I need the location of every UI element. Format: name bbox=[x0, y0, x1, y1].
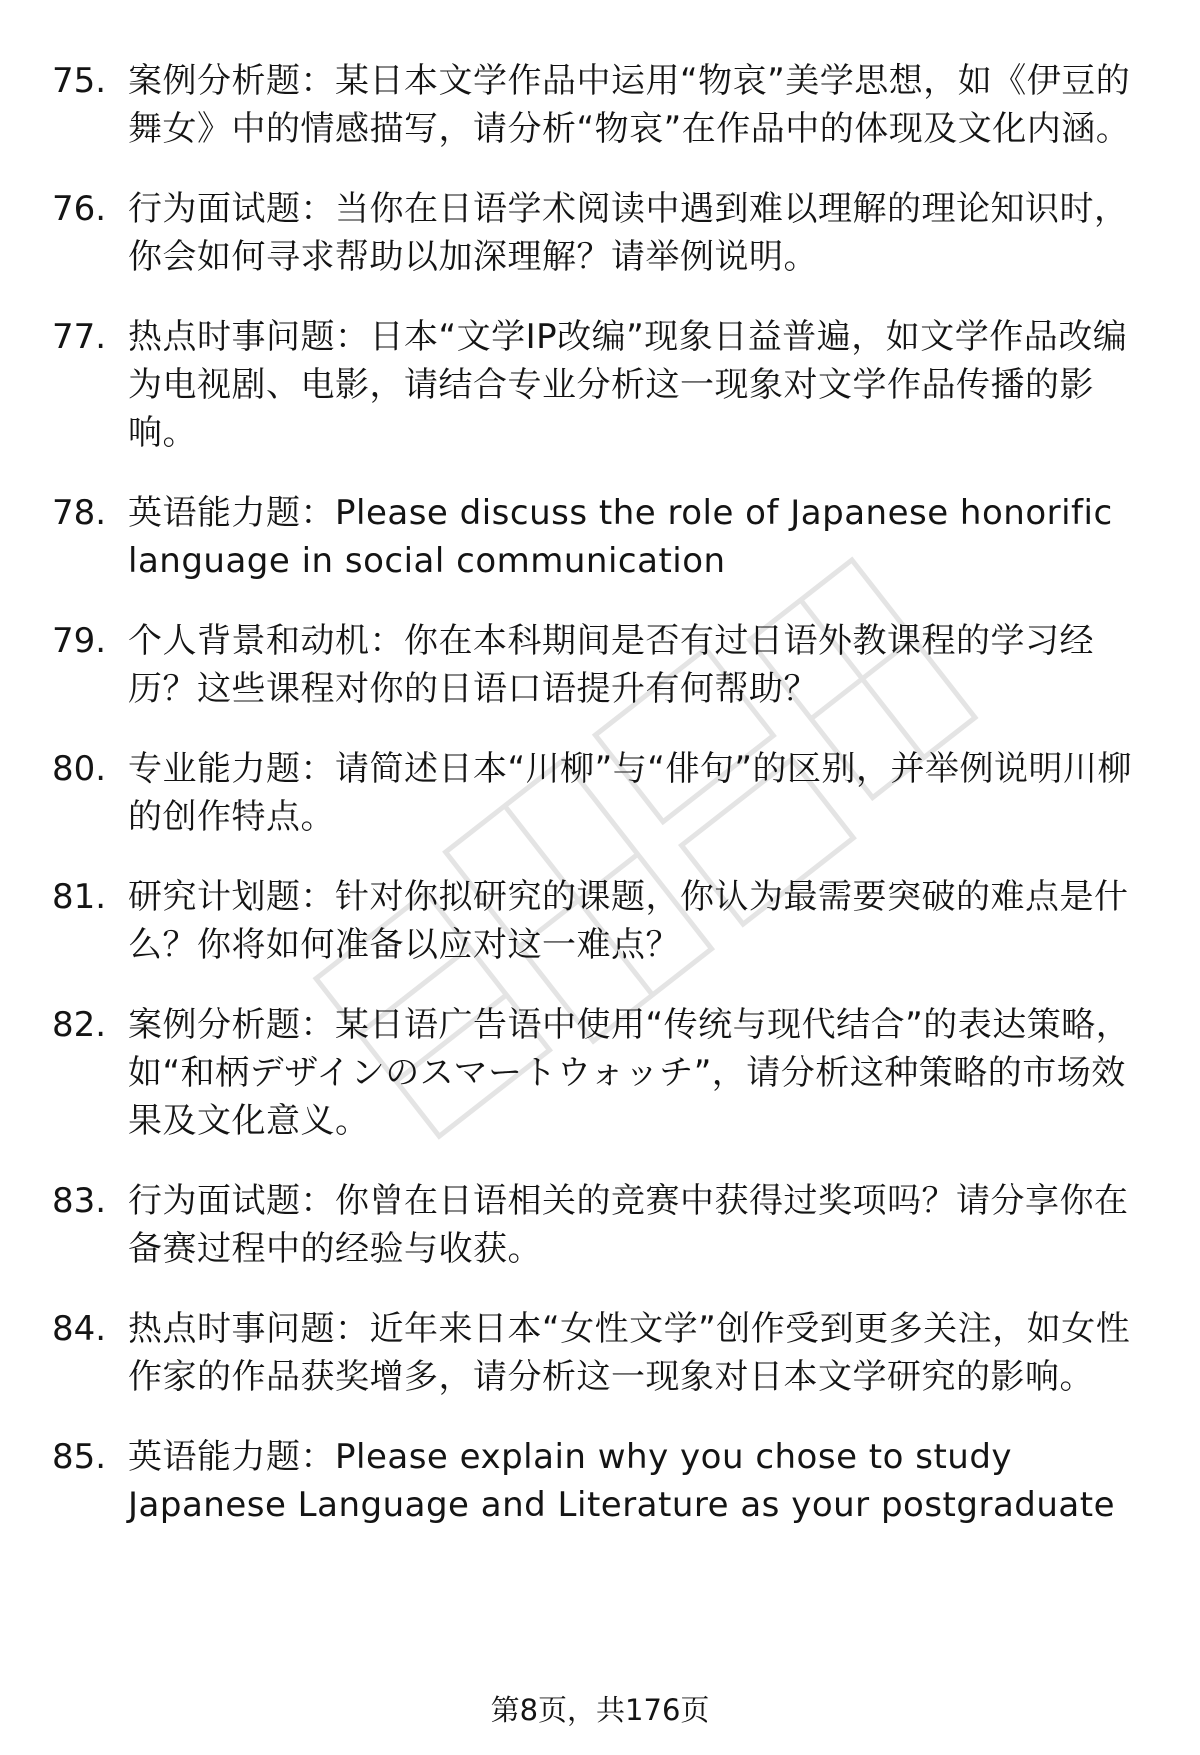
question-item bbox=[52, 1305, 1137, 1401]
question-item bbox=[52, 617, 1137, 713]
question-number: 84. bbox=[52, 1309, 107, 1349]
question-number: 80. bbox=[52, 749, 107, 789]
question-text: 研究计划题：针对你拟研究的课题，你认为最需要突破的难点是什么？你将如何准备以应对这一难点？ bbox=[128, 877, 1129, 965]
question-item bbox=[52, 57, 1137, 153]
question-item bbox=[52, 1433, 1137, 1529]
question-item bbox=[52, 873, 1137, 969]
question-number: 85. bbox=[52, 1437, 107, 1477]
page-number-footer: 第8页，共176页 bbox=[490, 1693, 710, 1727]
question-item bbox=[52, 745, 1137, 841]
question-number: 81. bbox=[52, 877, 107, 917]
question-list bbox=[52, 57, 1137, 1561]
question-text: 英语能力题：Please explain why you chose to study Japanese Language and Literature as your postgraduate bbox=[128, 1437, 1115, 1525]
question-text: 行为面试题：当你在日语学术阅读中遇到难以理解的理论知识时，你会如何寻求帮助以加深理解？请举例说明。 bbox=[128, 189, 1129, 277]
question-number: 76. bbox=[52, 189, 107, 229]
question-text: 英语能力题：Please discuss the role of Japanese honorific language in social communication bbox=[128, 493, 1113, 581]
question-number: 75. bbox=[52, 61, 107, 101]
question-text: 案例分析题：某日本文学作品中运用“物哀”美学思想，如《伊豆的舞女》中的情感描写，请分析“物哀”在作品中的体现及文化内涵。 bbox=[128, 61, 1131, 149]
question-number: 82. bbox=[52, 1005, 107, 1045]
question-number: 77. bbox=[52, 317, 107, 357]
question-number: 83. bbox=[52, 1181, 107, 1221]
question-text: 热点时事问题：日本“文学IP改编”现象日益普遍，如文学作品改编为电视剧、电影，请结合专业分析这一现象对文学作品传播的影响。 bbox=[128, 317, 1128, 453]
question-text: 热点时事问题：近年来日本“女性文学”创作受到更多关注，如女性作家的作品获奖增多，请分析这一现象对日本文学研究的影响。 bbox=[128, 1309, 1131, 1397]
question-text: 专业能力题：请简述日本“川柳”与“俳句”的区别，并举例说明川柳的创作特点。 bbox=[128, 749, 1132, 837]
question-item bbox=[52, 489, 1137, 585]
question-number: 78. bbox=[52, 493, 107, 533]
question-text: 案例分析题：某日语广告语中使用“传统与现代结合”的表达策略，如“和柄デザインのスマートウォッチ”，请分析这种策略的市场效果及文化意义。 bbox=[128, 1005, 1131, 1141]
question-item bbox=[52, 313, 1137, 457]
question-item bbox=[52, 1177, 1137, 1273]
question-item bbox=[52, 185, 1137, 281]
question-text: 行为面试题：你曾在日语相关的竞赛中获得过奖项吗？请分享你在备赛过程中的经验与收获。 bbox=[128, 1181, 1129, 1269]
question-number: 79. bbox=[52, 621, 107, 661]
question-item bbox=[52, 1001, 1137, 1145]
question-text: 个人背景和动机：你在本科期间是否有过日语外教课程的学习经历？这些课程对你的日语口语提升有何帮助？ bbox=[128, 621, 1094, 709]
